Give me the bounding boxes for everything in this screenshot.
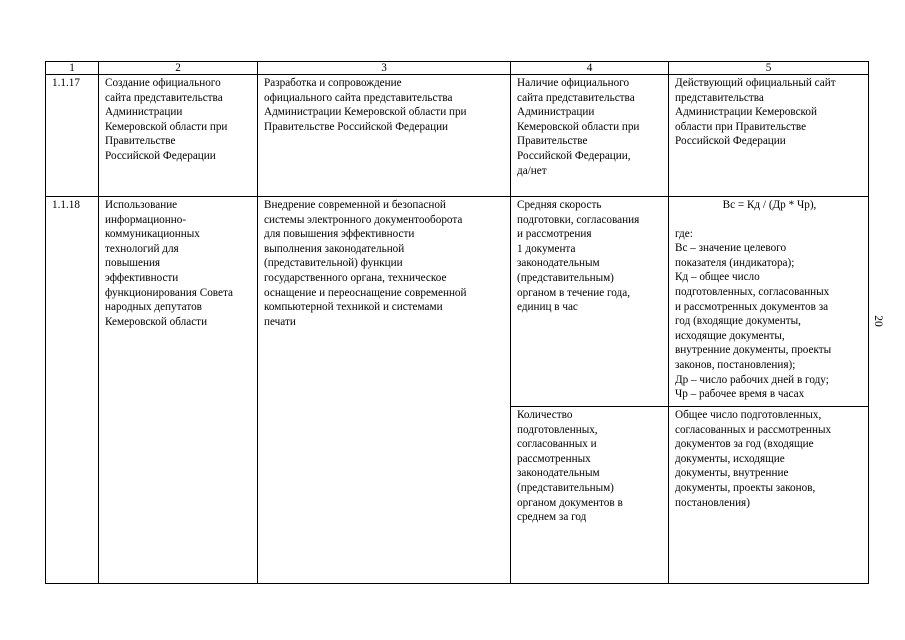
header-cell: 2 xyxy=(99,62,258,75)
calculation-method: Общее число подготовленных, согласованных и рассмотренных документов за год (входящие документы, исходящие документы, внутренние документы, проекты законов, постановления) xyxy=(669,407,869,584)
header-cell: 4 xyxy=(511,62,669,75)
indicator-name: Наличие официального сайта представительства Администрации Кемеровской области при Правительстве Российской Федерации, да/нет xyxy=(511,75,669,197)
measure-activity: Разработка и сопровождение официального сайта представительства Администрации Кемеровской области при Правительстве Российской Федерации xyxy=(258,75,511,197)
indicators-table xyxy=(45,61,869,584)
table-row xyxy=(46,75,869,197)
header-cell: 5 xyxy=(669,62,869,75)
calculation-method xyxy=(669,197,869,407)
header-cell: 3 xyxy=(258,62,511,75)
table-row xyxy=(46,197,869,407)
row-number: 1.1.18 xyxy=(46,197,99,584)
header-cell: 1 xyxy=(46,62,99,75)
indicator-name: Средняя скорость подготовки, согласования и рассмотрения 1 документа законодательным (представительным) органом в течение года, единиц в час xyxy=(511,197,669,407)
formula-legend: где: Вс – значение целевого показателя (индикатора); Кд – общее число подготовленных, согласованных и рассмотренных документов за год (входящие документы, исходящие документы, внутренние документы, проекты законов, постановления); Др – число рабочих дней в году; Чр – рабочее время в часах xyxy=(675,227,832,401)
measure-name: Создание официального сайта представительства Администрации Кемеровской области при Правительстве Российской Федерации xyxy=(99,75,258,197)
measure-name: Использование информационно- коммуникационных технологий для повышения эффективности функционирования Совета народных депутатов Кемеровской области xyxy=(99,197,258,584)
calculation-method: Действующий официальный сайт представительства Администрации Кемеровской области при Правительстве Российской Федерации xyxy=(669,75,869,197)
table-header-row xyxy=(46,62,869,75)
formula: Вс = Кд / (Др * Чр), xyxy=(722,199,817,211)
row-number: 1.1.17 xyxy=(46,75,99,197)
page-number: 20 xyxy=(872,315,884,327)
measure-activity: Внедрение современной и безопасной системы электронного документооборота для повышения эффективности выполнения законодательной (представительной) функции государственного органа, техническое оснащение и переоснащение современной компьютерной техникой и системами печати xyxy=(258,197,511,584)
indicator-name: Количество подготовленных, согласованных и рассмотренных законодательным (представительным) органом документов в среднем за год xyxy=(511,407,669,584)
